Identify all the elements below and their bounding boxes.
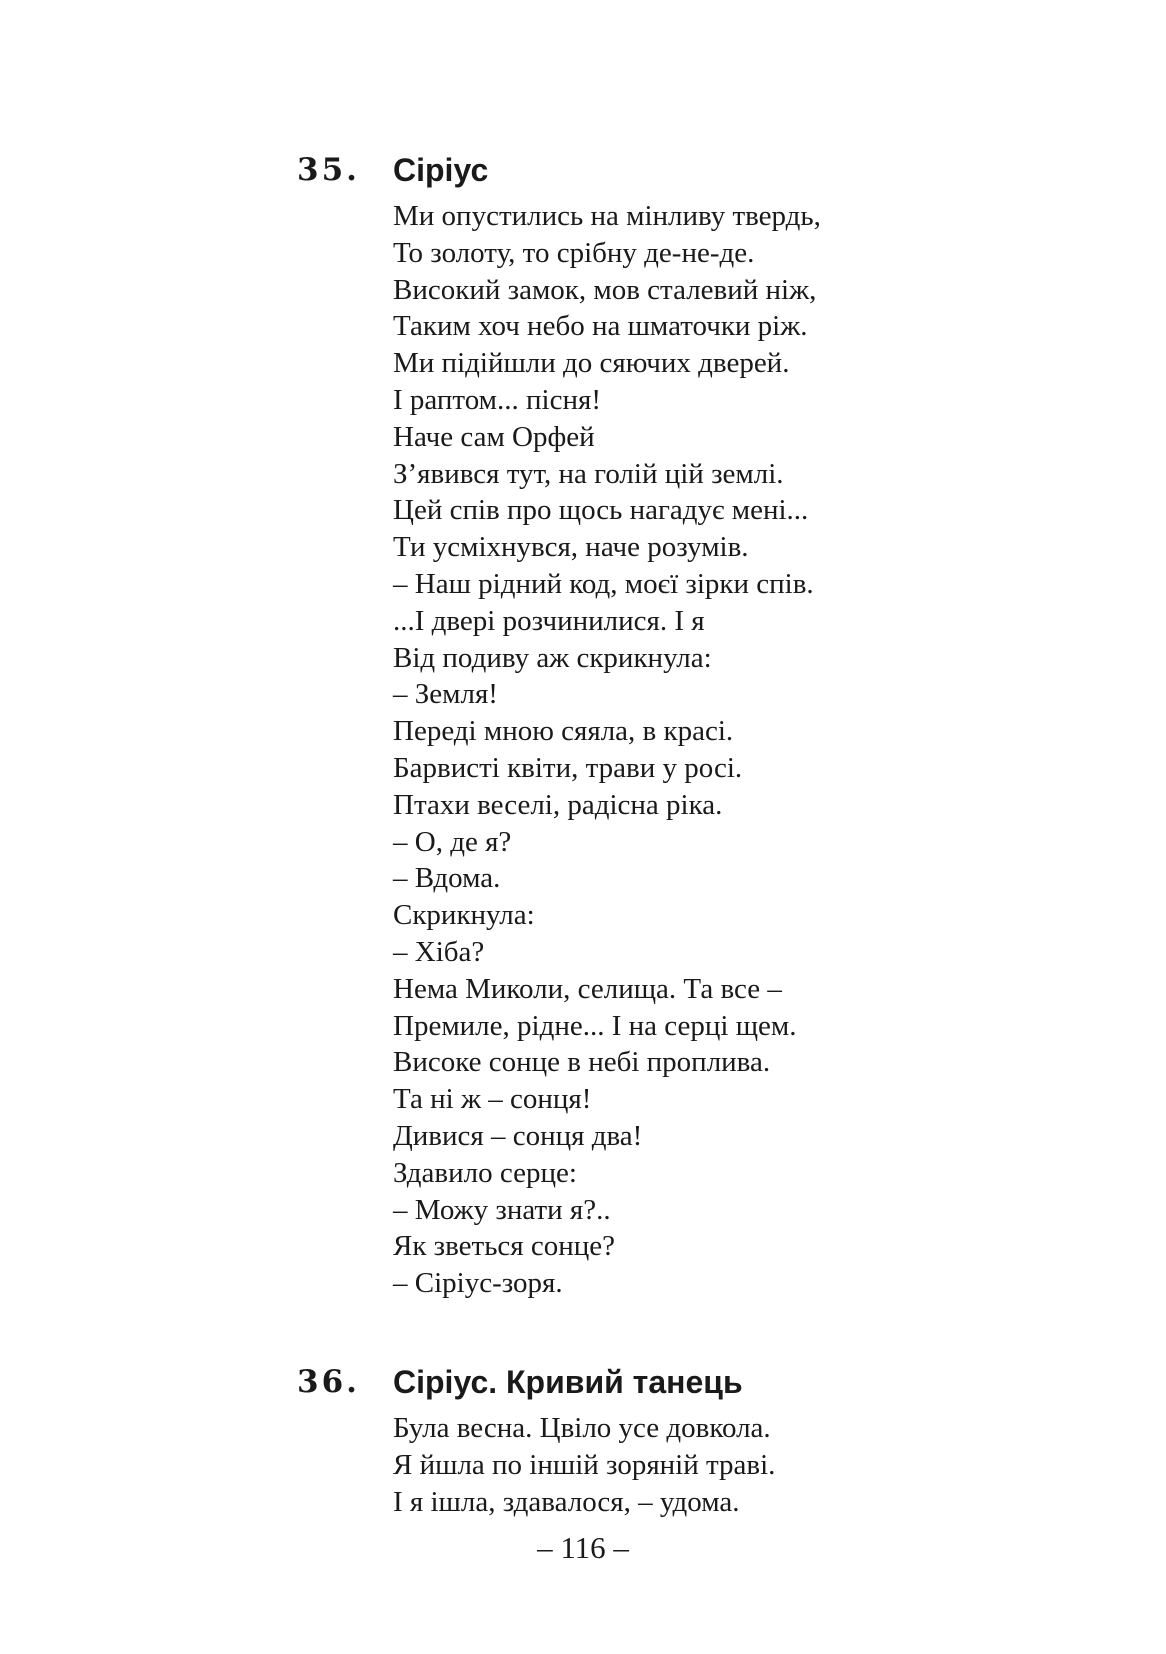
verse-line: Як зветься сонце? <box>393 1230 616 1263</box>
verse-line: Та ні ж – сонця! <box>393 1083 592 1116</box>
verse-line: Птахи веселі, радісна ріка. <box>393 788 723 821</box>
verse-line: Я йшла по іншій зоряній траві. <box>393 1448 776 1481</box>
poem-heading <box>0 146 1166 194</box>
verse-line: Здавило серце: <box>393 1156 577 1189</box>
verse-line: Таким хоч небо на шматочки ріж. <box>393 310 808 343</box>
poem-title: Сіріус <box>393 152 489 188</box>
poem-heading <box>0 1358 1166 1406</box>
verse-line: Премиле, рідне... І на серці щем. <box>393 1009 797 1042</box>
verse-line: То золоту, то срібну де-не-де. <box>393 236 755 269</box>
verse-line: Наче сам Орфей <box>393 420 595 453</box>
poem-36 <box>0 1358 1166 1518</box>
poem-lines <box>393 198 821 1302</box>
verse-line: – Вдома. <box>393 862 501 895</box>
poem-title: Сіріус. Кривий танець <box>393 1364 743 1400</box>
poem-number: 36. <box>297 1364 360 1400</box>
verse-line: Високе сонце в небі проплива. <box>393 1046 771 1079</box>
poem-number: 35. <box>297 152 360 188</box>
verse-line: – Земля! <box>393 678 498 711</box>
verse-line: – Сіріус-зоря. <box>393 1267 563 1300</box>
verse-line: – Наш рідний код, моєї зірки спів. <box>393 567 814 600</box>
page-number: – 116 – <box>537 1530 629 1565</box>
poem-35 <box>0 146 1166 1300</box>
verse-line: Від подиву аж скрикнула: <box>393 641 712 674</box>
verse-line: – Можу знати я?.. <box>393 1193 611 1226</box>
verse-line: Переді мною сяяла, в красі. <box>393 715 734 748</box>
verse-line: Дивися – сонця два! <box>393 1119 643 1152</box>
verse-line: – О, де я? <box>393 825 512 858</box>
verse-line: Барвисті квіти, трави у росі. <box>393 751 743 784</box>
verse-line: – Хіба? <box>393 935 485 968</box>
verse-line: І я ішла, здавалося, – удома. <box>393 1485 740 1518</box>
verse-line: Була весна. Цвіло усе довкола. <box>393 1412 771 1444</box>
verse-line: Ми підійшли до сяючих дверей. <box>393 347 790 380</box>
verse-line: Скрикнула: <box>393 899 535 932</box>
verse-line: Ми опустились на мінливу твердь, <box>393 200 821 232</box>
verse-line: І раптом... пісня! <box>393 383 601 416</box>
verse-line: Високий замок, мов сталевий ніж, <box>393 273 817 306</box>
verse-line: ...І двері розчинилися. І я <box>393 604 705 637</box>
verse-line: З’явився тут, на голій цій землі. <box>393 457 784 490</box>
verse-line: Ти усміхнувся, наче розумів. <box>393 531 749 564</box>
verse-line: Цей спів про щось нагадує мені... <box>393 494 809 527</box>
verse-line: Нема Миколи, селища. Та все – <box>393 972 782 1005</box>
poem-lines <box>393 1410 775 1520</box>
